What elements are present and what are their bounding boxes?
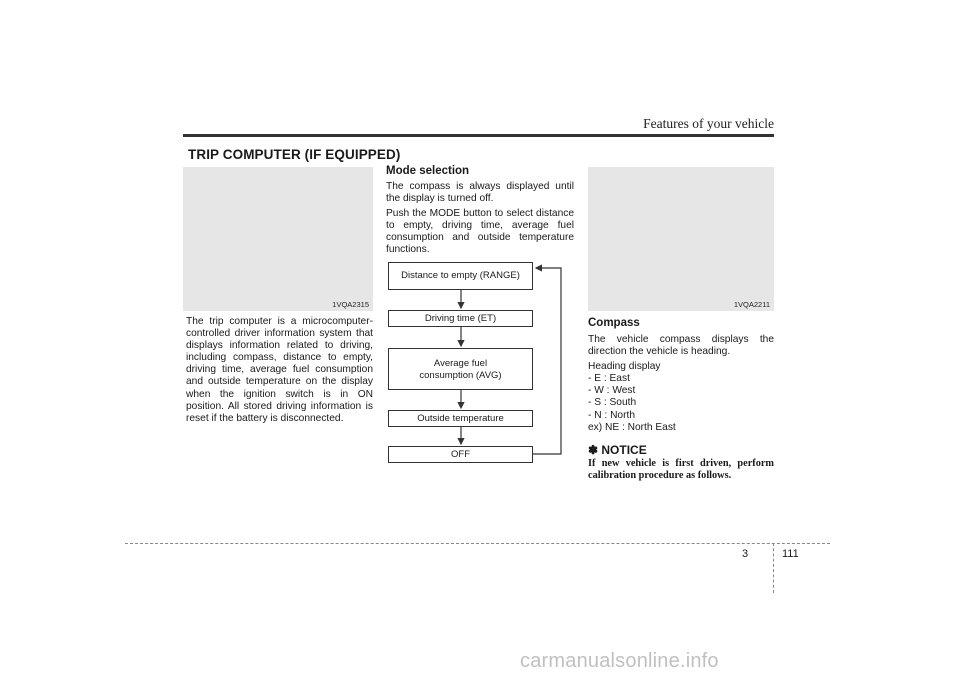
flow-box-driving-time: Driving time (ET) <box>388 310 533 327</box>
mode-flow-diagram <box>386 262 576 467</box>
compass-text <box>588 334 774 434</box>
mode-selection-heading: Mode selection <box>386 165 470 177</box>
mode-selection-text <box>386 181 574 260</box>
intro-paragraph: The trip computer is a microcomputer-controlled driver information system that displays information related to driving, including compass, distance to empty, driving time, average fuel consumption and outside temperature on the display when the ignition switch is in ON position. All stored driving information is reset if the battery is disconnected. <box>186 316 373 424</box>
direction-south: - S : South <box>588 397 637 409</box>
flow-arrows <box>386 262 576 467</box>
notice-title: ✽ NOTICE <box>588 443 647 457</box>
flow-box-range: Distance to empty (RANGE) <box>388 262 533 290</box>
section-title: TRIP COMPUTER (IF EQUIPPED) <box>188 147 401 162</box>
mode-para-1: The compass is always displayed until the display is turned off. <box>386 181 574 205</box>
image-label: 1VQA2211 <box>733 300 770 309</box>
compass-image <box>588 167 774 311</box>
flow-box-outside-temp: Outside temperature <box>388 410 533 427</box>
trip-computer-image <box>183 167 373 311</box>
compass-para-1: The vehicle compass displays the direction the vehicle is heading. <box>588 334 774 358</box>
watermark: carmanualsonline.info <box>520 650 719 672</box>
arrow-loop-back <box>533 268 561 454</box>
header-rule <box>183 134 774 137</box>
mode-para-2: Push the MODE button to select distance to empty, driving time, average fuel consumption and outside temperature functions. <box>386 208 574 256</box>
page-number: 111 <box>782 548 799 560</box>
flow-box-off: OFF <box>388 446 533 463</box>
direction-example: ex) NE : North East <box>588 421 676 433</box>
image-label: 1VQA2315 <box>332 300 369 309</box>
heading-display-label: Heading display <box>588 361 661 373</box>
flow-box-avg-fuel-label: Average fuel consumption (AVG) <box>419 358 502 381</box>
notice-text: If new vehicle is first driven, perform calibration procedure as follows. <box>588 458 774 481</box>
header-title: Features of your vehicle <box>643 116 774 131</box>
compass-heading: Compass <box>588 317 640 329</box>
footer-divider <box>773 543 774 593</box>
footer-rule <box>125 543 830 544</box>
section-number: 3 <box>742 548 749 560</box>
direction-east: - E : East <box>588 373 630 385</box>
direction-north: - N : North <box>588 409 635 421</box>
direction-west: - W : West <box>588 385 636 397</box>
